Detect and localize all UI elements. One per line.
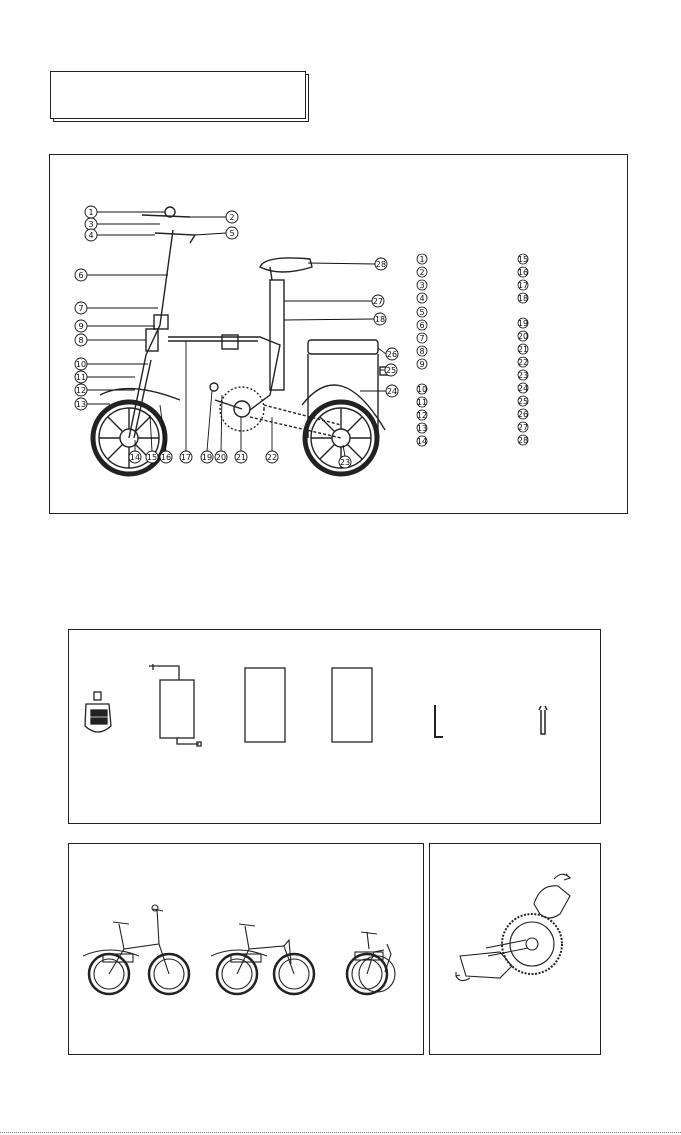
legend-item-1: [417, 254, 427, 264]
callout-19: [201, 391, 213, 463]
legend-col-2: [518, 254, 528, 445]
folding-pedal-icon: [456, 874, 570, 981]
svg-text:27: 27: [517, 423, 529, 432]
svg-text:26: 26: [386, 350, 398, 359]
accessories-svg: [69, 630, 602, 825]
bike-diagram-svg: [50, 155, 629, 515]
svg-text:14: 14: [129, 453, 141, 462]
svg-text:6: 6: [419, 321, 425, 330]
svg-text:17: 17: [517, 281, 529, 290]
svg-text:11: 11: [416, 398, 428, 407]
svg-text:27: 27: [372, 297, 384, 306]
svg-text:19: 19: [201, 453, 213, 462]
svg-text:25: 25: [517, 397, 529, 406]
callout-25: [380, 364, 397, 376]
svg-text:10: 10: [416, 385, 428, 394]
callout-4: [85, 229, 155, 241]
callout-26: [378, 348, 398, 360]
svg-text:5: 5: [229, 229, 235, 238]
bike-parts-diagram: [49, 154, 628, 514]
legend-item-25: [518, 396, 528, 406]
svg-text:28: 28: [517, 436, 529, 445]
svg-text:10: 10: [75, 360, 87, 369]
callout-3: [85, 218, 160, 230]
legend-item-26: [518, 409, 528, 419]
legend-item-12: [417, 410, 427, 420]
svg-text:22: 22: [517, 358, 529, 367]
remote-key-icon: [85, 692, 111, 732]
legend-item-21: [518, 344, 528, 354]
legend-col-1: [417, 254, 427, 446]
svg-text:26: 26: [517, 410, 529, 419]
legend-item-5: [417, 307, 427, 317]
svg-text:9: 9: [78, 322, 84, 331]
bike-half-folded-icon: [211, 924, 314, 994]
legend-item-24: [518, 383, 528, 393]
callout-5: [195, 227, 238, 239]
legend-item-14: [417, 436, 427, 446]
svg-text:13: 13: [75, 400, 87, 409]
legend-item-11: [417, 397, 427, 407]
svg-text:16: 16: [160, 453, 172, 462]
legend-item-28: [518, 435, 528, 445]
callout-1: [85, 206, 165, 218]
callout-24: [360, 385, 398, 397]
svg-text:20: 20: [215, 453, 227, 462]
svg-text:7: 7: [78, 304, 84, 313]
svg-text:18: 18: [374, 315, 386, 324]
legend-item-13: [417, 423, 427, 433]
svg-text:23: 23: [339, 458, 351, 467]
charger-icon: [149, 664, 201, 746]
svg-text:14: 14: [416, 437, 428, 446]
legend-item-20: [518, 331, 528, 341]
manual-booklet-icon: [332, 668, 372, 742]
callout-22: [266, 417, 278, 463]
callout-8: [75, 334, 146, 346]
folding-sequence-panel: [68, 843, 424, 1055]
callout-21: [235, 417, 247, 463]
callout-10: [75, 358, 148, 370]
legend-item-4: [417, 293, 427, 303]
legend-item-22: [518, 357, 528, 367]
svg-text:15: 15: [517, 255, 529, 264]
page-bottom-rule: [0, 1132, 681, 1133]
callout-27: [284, 295, 384, 307]
svg-text:7: 7: [419, 334, 425, 343]
bike-folded-icon: [347, 932, 395, 994]
svg-text:23: 23: [517, 371, 529, 380]
legend-item-2: [417, 267, 427, 277]
legend-item-6: [417, 320, 427, 330]
callout-7: [75, 302, 158, 314]
bike-unfolded-icon: [83, 905, 189, 994]
svg-text:3: 3: [88, 220, 94, 229]
legend-item-17: [518, 280, 528, 290]
svg-text:2: 2: [229, 213, 235, 222]
wrench-icon: [539, 706, 547, 734]
callout-18: [284, 313, 386, 325]
parts-legend: [417, 254, 528, 446]
svg-text:24: 24: [386, 387, 398, 396]
legend-item-3: [417, 280, 427, 290]
svg-text:4: 4: [88, 231, 94, 240]
svg-text:4: 4: [419, 294, 425, 303]
callout-11: [75, 371, 135, 383]
callout-28: [308, 258, 387, 270]
legend-item-9: [417, 359, 427, 369]
legend-item-19: [518, 318, 528, 328]
svg-text:2: 2: [419, 268, 425, 277]
svg-text:5: 5: [419, 308, 425, 317]
callout-12: [75, 384, 135, 396]
accessories-panel: [68, 629, 601, 824]
bike-drawing: [93, 207, 388, 474]
pedal-folding-panel: [429, 843, 601, 1055]
legend-item-23: [518, 370, 528, 380]
svg-text:18: 18: [517, 294, 529, 303]
callout-15: [146, 415, 158, 463]
svg-text:28: 28: [375, 260, 387, 269]
legend-item-8: [417, 346, 427, 356]
callout-9: [75, 320, 155, 332]
callout-17: [180, 341, 192, 463]
svg-text:15: 15: [146, 453, 158, 462]
svg-text:8: 8: [419, 347, 425, 356]
legend-item-7: [417, 333, 427, 343]
svg-text:21: 21: [235, 453, 247, 462]
svg-text:3: 3: [419, 281, 425, 290]
pedal-svg: [430, 844, 602, 1056]
svg-text:8: 8: [78, 336, 84, 345]
manual-booklet-icon: [245, 668, 285, 742]
legend-item-18: [518, 293, 528, 303]
svg-text:1: 1: [419, 255, 425, 264]
svg-text:6: 6: [78, 271, 84, 280]
legend-item-27: [518, 422, 528, 432]
svg-text:9: 9: [419, 360, 425, 369]
svg-text:12: 12: [75, 386, 87, 395]
svg-text:16: 16: [517, 268, 529, 277]
svg-text:25: 25: [385, 366, 397, 375]
svg-text:19: 19: [517, 319, 529, 328]
callout-6: [75, 269, 168, 281]
legend-item-10: [417, 384, 427, 394]
svg-text:1: 1: [88, 208, 94, 217]
legend-item-16: [518, 267, 528, 277]
hex-key-icon: [435, 705, 443, 737]
svg-text:12: 12: [416, 411, 428, 420]
svg-text:21: 21: [517, 345, 529, 354]
svg-text:22: 22: [266, 453, 278, 462]
callout-14: [129, 440, 141, 463]
svg-text:24: 24: [517, 384, 529, 393]
callout-2: [190, 211, 238, 223]
svg-text:11: 11: [75, 373, 87, 382]
legend-item-15: [518, 254, 528, 264]
folding-svg: [69, 844, 425, 1056]
title-box: [50, 71, 308, 121]
title-box-front: [50, 71, 306, 119]
svg-text:20: 20: [517, 332, 529, 341]
svg-text:13: 13: [416, 424, 428, 433]
svg-text:17: 17: [180, 453, 192, 462]
